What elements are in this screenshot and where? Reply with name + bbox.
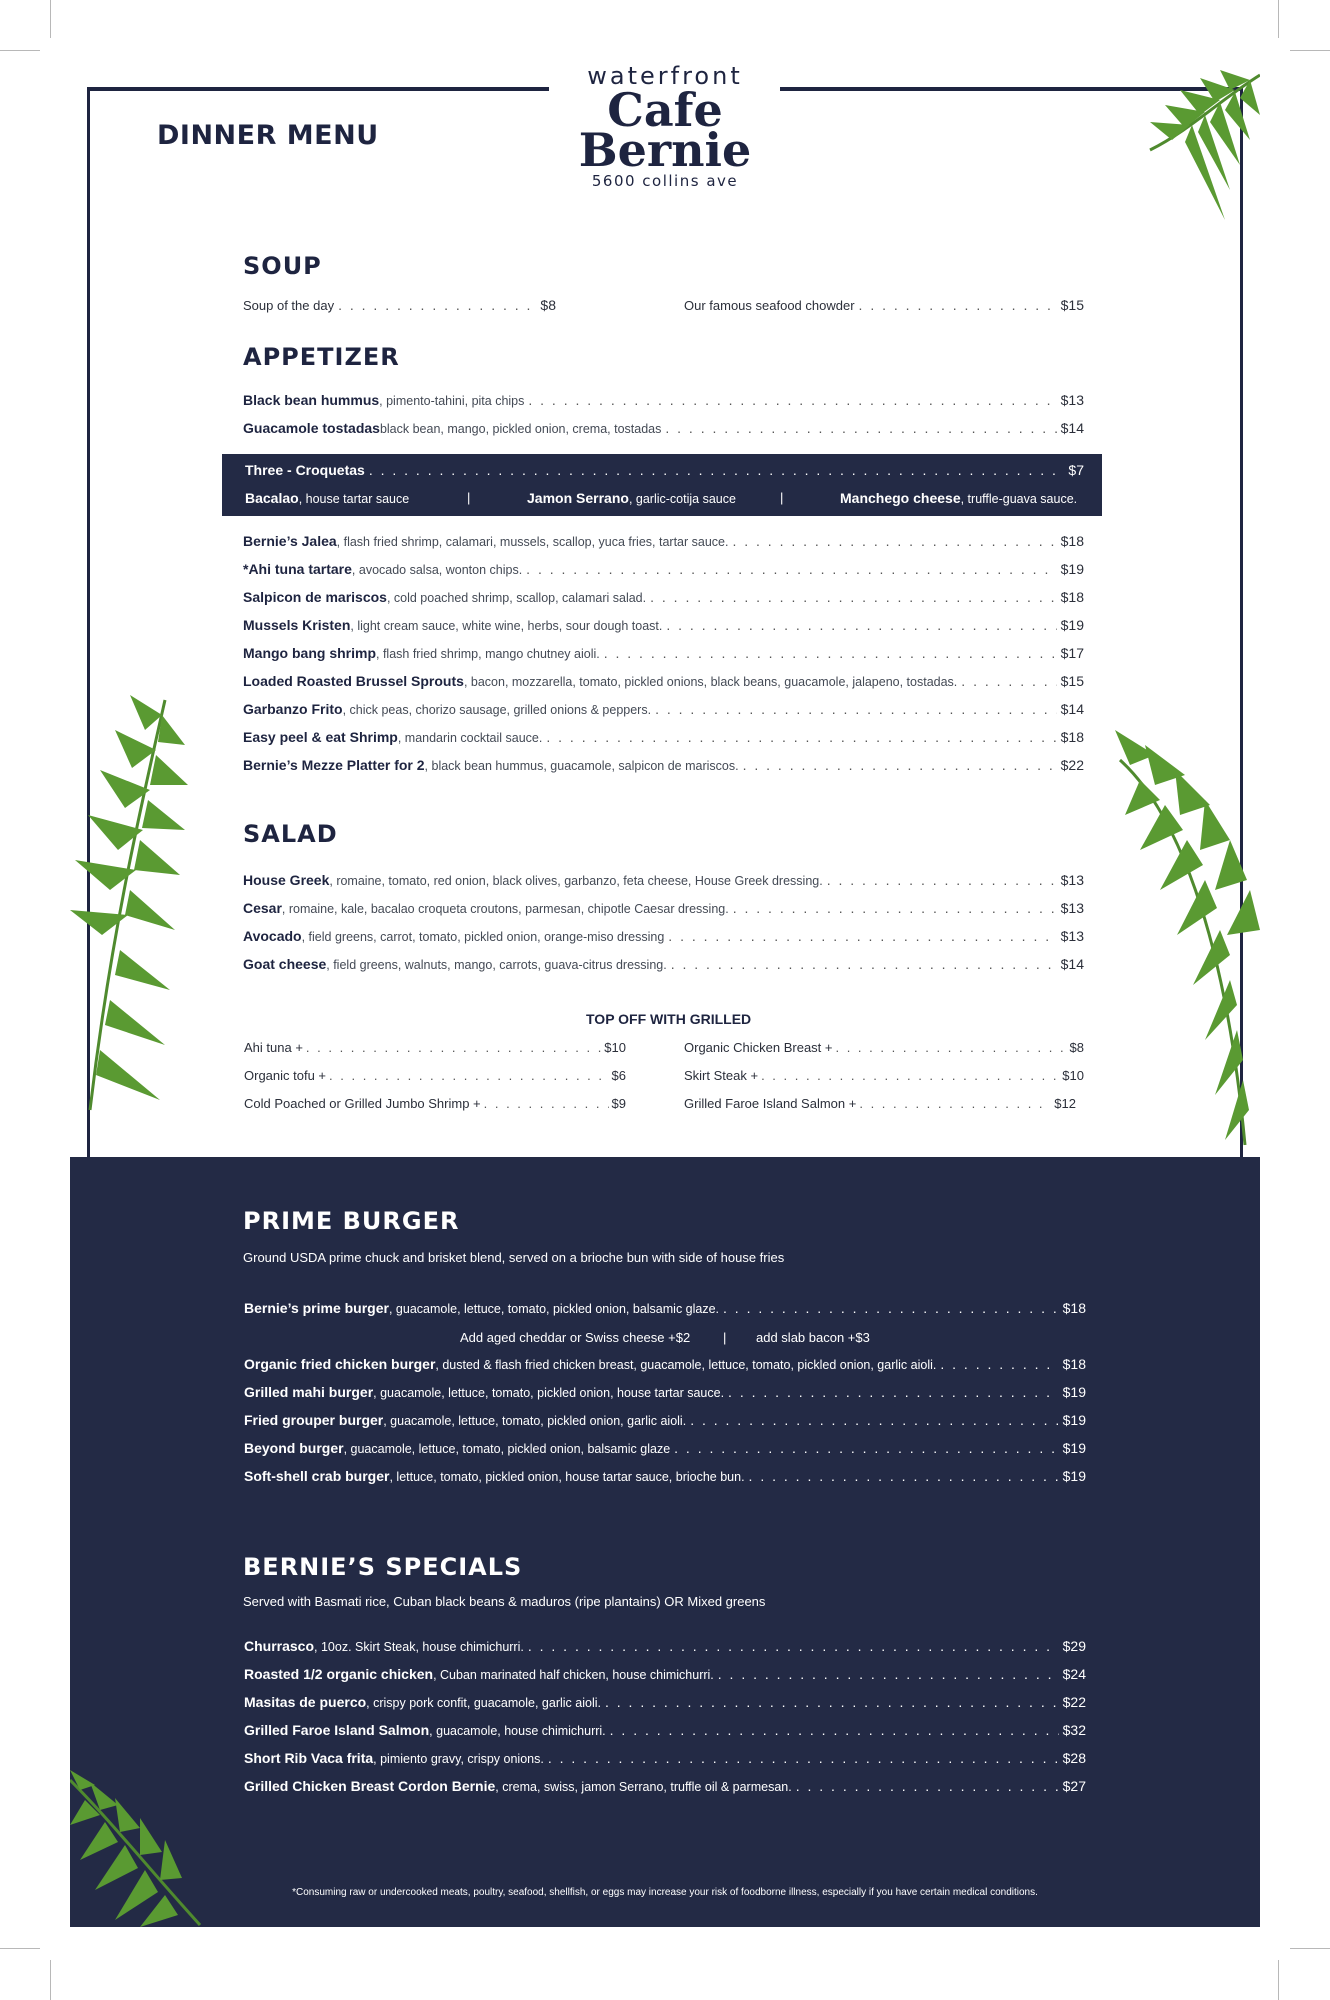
specials-subtitle: Served with Basmati rice, Cuban black beans & maduros (ripe plantains) OR Mixed greens (243, 1594, 766, 1609)
palm-leaf-left-icon (70, 690, 190, 1120)
croquetas-title-row: Three - Croquetas . . . $7 (245, 462, 1084, 478)
logo (545, 62, 785, 190)
menu-item: Roasted 1/2 organic chicken , Cuban marinated half chicken, house chimichurri. . . . $24 (244, 1666, 1086, 1682)
menu-item: Soft-shell crab burger , lettuce, tomato, pickled onion, house tartar sauce, brioche bun. . . . $19 (244, 1468, 1086, 1484)
topoff-item: Cold Poached or Grilled Jumbo Shrimp + . . . $9 (244, 1096, 626, 1111)
burger-subtitle: Ground USDA prime chuck and brisket blend, served on a brioche bun with side of house fries (243, 1250, 785, 1265)
menu-item: Bernie’s prime burger , guacamole, lettuce, tomato, pickled onion, balsamic glaze. . . . $18 (244, 1300, 1086, 1316)
croquetas-option: Jamon Serrano , garlic-cotija sauce (527, 490, 736, 506)
menu-item: Grilled Chicken Breast Cordon Bernie , crema, swiss, jamon Serrano, truffle oil & parmesan. . . . $27 (244, 1778, 1086, 1794)
menu-item: Goat cheese , field greens, walnuts, mango, carrots, guava-citrus dressing. . . . $14 (243, 956, 1084, 972)
palm-leaf-right-icon (1115, 730, 1260, 1150)
menu-item: Bernie’s Jalea , flash fried shrimp, calamari, mussels, scallop, yuca fries, tartar sauce. . . . $18 (243, 533, 1084, 549)
menu-item: Black bean hummus , pimento-tahini, pita chips . . . $13 (243, 392, 1084, 408)
menu-item: Short Rib Vaca frita , pimiento gravy, crispy onions. . . . $28 (244, 1750, 1086, 1766)
menu-item: Easy peel & eat Shrimp , mandarin cocktail sauce. . . . $18 (243, 729, 1084, 745)
topoff-item: Organic tofu + . . . $6 (244, 1068, 626, 1083)
dark-panel (70, 1157, 1260, 1927)
croquetas-separator: | (780, 490, 784, 505)
menu-item: Cesar , romaine, kale, bacalao croqueta croutons, parmesan, chipotle Caesar dressing. . . . $13 (243, 900, 1084, 916)
crop-mark (1290, 50, 1330, 51)
menu-item: Bernie’s Mezze Platter for 2 , black bean hummus, guacamole, salpicon de mariscos. . . . $22 (243, 757, 1084, 773)
salad-heading: SALAD (243, 820, 338, 848)
logo-line1: Cafe (607, 83, 723, 137)
crop-mark (1278, 0, 1279, 38)
palm-leaf-top-right-icon (1110, 70, 1260, 235)
addon-separator: | (723, 1330, 727, 1345)
addon-bacon: add slab bacon +$3 (756, 1330, 870, 1345)
menu-item: Fried grouper burger , guacamole, lettuce, tomato, pickled onion, garlic aioli. . . . $19 (244, 1412, 1086, 1428)
topoff-heading: TOP OFF WITH GRILLED (586, 1011, 752, 1027)
menu-item: *Ahi tuna tartare , avocado salsa, wonton chips. . . . $19 (243, 561, 1084, 577)
crop-mark (50, 1960, 51, 2000)
menu-item: Mussels Kristen , light cream sauce, white wine, herbs, sour dough toast. . . . $19 (243, 617, 1084, 633)
crop-mark (0, 50, 40, 51)
menu-item: Beyond burger , guacamole, lettuce, tomato, pickled onion, balsamic glaze . . . $19 (244, 1440, 1086, 1456)
croquetas-separator: | (467, 490, 471, 505)
croquetas-option: Manchego cheese , truffle-guava sauce. (840, 490, 1078, 506)
addon-cheese: Add aged cheddar or Swiss cheese +$2 (460, 1330, 691, 1345)
crop-mark (1290, 1948, 1330, 1949)
frame-top-left (87, 87, 549, 91)
topoff-item: Organic Chicken Breast + . . . $8 (684, 1040, 1084, 1055)
logo-line2: Bernie (578, 123, 752, 177)
soup-heading: SOUP (243, 252, 322, 280)
menu-item: Loaded Roasted Brussel Sprouts , bacon, mozzarella, tomato, pickled onions, black beans, guacamole, jalapeno, tostadas. . . . $15 (243, 673, 1084, 689)
menu-item: Avocado , field greens, carrot, tomato, pickled onion, orange-miso dressing . . . $13 (243, 928, 1084, 944)
page-title: DINNER MENU (157, 120, 379, 151)
menu-item: Churrasco , 10oz. Skirt Steak, house chimichurri. . . . $29 (244, 1638, 1086, 1654)
crop-mark (0, 1948, 40, 1949)
menu-item: Grilled mahi burger , guacamole, lettuce, tomato, pickled onion, house tartar sauce. . . . $19 (244, 1384, 1086, 1400)
specials-heading: BERNIE’S SPECIALS (243, 1553, 523, 1581)
crop-mark (1278, 1960, 1279, 2000)
appetizer-heading: APPETIZER (243, 343, 400, 371)
menu-item: Guacamole tostadas black bean, mango, pickled onion, crema, tostadas . . . $14 (243, 420, 1084, 436)
logo-address: 5600 collins ave (591, 172, 739, 190)
menu-item: Mango bang shrimp , flash fried shrimp, mango chutney aioli. . . . $17 (243, 645, 1084, 661)
menu-item: Grilled Faroe Island Salmon , guacamole, house chimichurri. . . . $32 (244, 1722, 1086, 1738)
menu-item: Soup of the day . . . $8 (243, 297, 556, 313)
menu-item: House Greek , romaine, tomato, red onion, black olives, garbanzo, feta cheese, House Greek dressing. . . . $13 (243, 872, 1084, 888)
croquetas-option: Bacalao , house tartar sauce (245, 490, 410, 506)
menu-item: Salpicon de mariscos , cold poached shrimp, scallop, calamari salad. . . . $18 (243, 589, 1084, 605)
burger-heading: PRIME BURGER (243, 1207, 460, 1235)
menu-item: Garbanzo Frito , chick peas, chorizo sausage, grilled onions & peppers. . . . $14 (243, 701, 1084, 717)
topoff-item: Grilled Faroe Island Salmon + . . . $12 (684, 1096, 1076, 1111)
menu-item: Masitas de puerco , crispy pork confit, guacamole, garlic aioli. . . . $22 (244, 1694, 1086, 1710)
menu-item: Our famous seafood chowder . . . $15 (684, 297, 1084, 313)
palm-leaf-bottom-left-icon (70, 1770, 210, 1927)
topoff-item: Skirt Steak + . . . $10 (684, 1068, 1084, 1083)
disclaimer: *Consuming raw or undercooked meats, poultry, seafood, shellfish, or eggs may increase your risk of foodborne illness, especially if you have certain medical conditions. (292, 1887, 1038, 1898)
topoff-item: Ahi tuna + . . . $10 (244, 1040, 626, 1055)
logo-script-text: waterfront (587, 62, 743, 90)
menu-item: Organic fried chicken burger , dusted & flash fried chicken breast, guacamole, lettuce, tomato, pickled onion, garlic aioli. . . . $18 (244, 1356, 1086, 1372)
crop-mark (50, 0, 51, 38)
